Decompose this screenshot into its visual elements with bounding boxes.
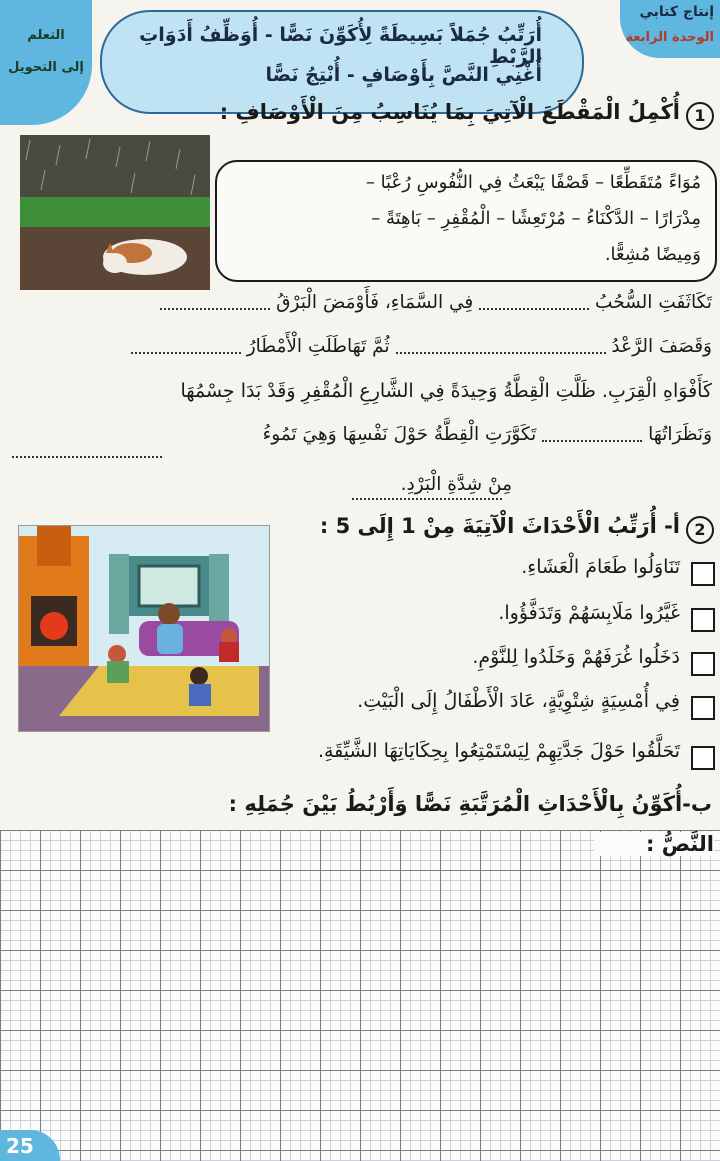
header-right-badge	[620, 0, 720, 58]
blank-1[interactable]	[479, 296, 589, 310]
order-checkbox-3[interactable]	[691, 652, 715, 676]
exercise-1-title: أُكْمِلُ الْمَقْطَعَ الْآتِيَ بِمَا يُنَاسِبُ مِنَ الْأَوْصَافِ :	[219, 100, 680, 124]
order-checkbox-4[interactable]	[691, 696, 715, 720]
exercise-2-title: أ- أُرَتِّبُ الْأَحْدَاثَ الْآتِيَةَ مِنْ 1 إِلَى 5 :	[319, 514, 680, 538]
blank-7[interactable]	[352, 486, 502, 500]
text-line-4	[12, 424, 712, 445]
blank-6[interactable]	[12, 444, 162, 458]
event-2: غَيَّرُوا مَلَابِسَهُمْ وَتَدَفَّؤُوا.	[498, 602, 680, 624]
event-1: تَنَاوَلُوا طَعَامَ الْعَشَاءِ.	[521, 556, 680, 578]
text-line-5: مِنْ شِدَّةِ الْبَرْدِ.	[400, 474, 512, 495]
text-line-2-start: وَقَصَفَ الرَّعْدُ	[611, 336, 712, 357]
order-checkbox-5[interactable]	[691, 746, 715, 770]
text-line-1-mid: فِي السَّمَاءِ، فَأَوْمَضَ الْبَرْقُ	[276, 292, 474, 313]
unit-label: الوحدة الرابعة	[625, 30, 714, 45]
rainy-cat-illustration	[20, 135, 210, 290]
word-bank-line-3: وَمِيضًا مُشِعًّا.	[604, 244, 701, 265]
objectives-banner	[100, 10, 584, 114]
text-line-4-start: وَنَظَرَاتُهَا	[648, 424, 712, 445]
text-line-2-mid: ثُمَّ تَهَاطَلَتِ الْأَمْطَارُ	[246, 336, 390, 357]
blank-2[interactable]	[160, 296, 270, 310]
badge-line-1: التعلم	[27, 28, 65, 43]
order-checkbox-2[interactable]	[691, 608, 715, 632]
text-line-2	[12, 336, 712, 357]
family-storytime-illustration	[18, 525, 270, 732]
text-line-1	[12, 292, 712, 313]
part-b-title: ب-أُكَوِّنُ بِالْأَحْدَاثِ الْمُرَتَّبَةِ نَصًّا وَأَرْبُطُ بَيْنَ جُمَلِهِ :	[228, 792, 712, 816]
blank-5[interactable]	[542, 428, 642, 442]
word-bank-box	[215, 160, 717, 282]
text-label: النَّصُّ :	[594, 832, 714, 856]
exercise-1-number: 1	[686, 102, 714, 130]
event-5: تَحَلَّقُوا حَوْلَ جَدَّتِهِمْ لِيَسْتَمْتِعُوا بِحِكَايَاتِهَا الشَّيِّقَةِ.	[317, 740, 680, 762]
objectives-line-2: أُغْنِي النَّصَّ بِأَوْصَافٍ - أُنْتِجُ نَصًّا	[265, 64, 542, 86]
text-line-3: كَأَفْوَاهِ الْقِرَبِ. ظَلَّتِ الْقِطَّةُ وَحِيدَةً فِي الشَّارِعِ الْمُقْفِرِ وَقَدْ بَدَا جِسْمُهَا	[180, 380, 712, 402]
word-bank-line-2: مِدْرَارًا – الدَّكْنَاءُ – مُرْتَعِشًا – الْمُقْفِرِ – بَاهِتَةً –	[371, 208, 701, 229]
text-line-1-start: تَكَاثَفَتِ السُّحُبُ	[595, 292, 712, 313]
blank-3[interactable]	[396, 340, 606, 354]
text-line-4-end: تَكَوَّرَتِ الْقِطَّةُ حَوْلَ نَفْسِهَا وَهِيَ تَمُوءُ	[262, 424, 537, 445]
header-left-badge	[0, 0, 92, 125]
section-label: إنتاج كتابي	[639, 4, 714, 20]
writing-grid[interactable]	[0, 830, 720, 1161]
objectives-line-1: أُرَتِّبُ جُمَلاً بَسِيطَةً لِأُكَوِّنَ نَصًّا - أُوَظِّفُ أَدَوَاتِ الرَّبْطِ	[139, 24, 542, 68]
exercise-2-number: 2	[686, 516, 714, 544]
blank-4[interactable]	[131, 340, 241, 354]
badge-line-2: إلى التحويل	[8, 60, 84, 75]
event-3: دَخَلُوا غُرَفَهُمْ وَخَلَدُوا لِلنَّوْمِ.	[472, 646, 680, 668]
word-bank-line-1: مُوَاءً مُتَقَطِّعًا – قَصْفًا يَبْعَثُ فِي النُّفُوسِ رُعْبًا –	[365, 172, 701, 193]
order-checkbox-1[interactable]	[691, 562, 715, 586]
event-4: فِي أُمْسِيَةٍ شِتْوِيَّةٍ، عَادَ الْأَطْفَالُ إِلَى الْبَيْتِ.	[357, 690, 680, 712]
page-number: 25	[6, 1134, 34, 1158]
